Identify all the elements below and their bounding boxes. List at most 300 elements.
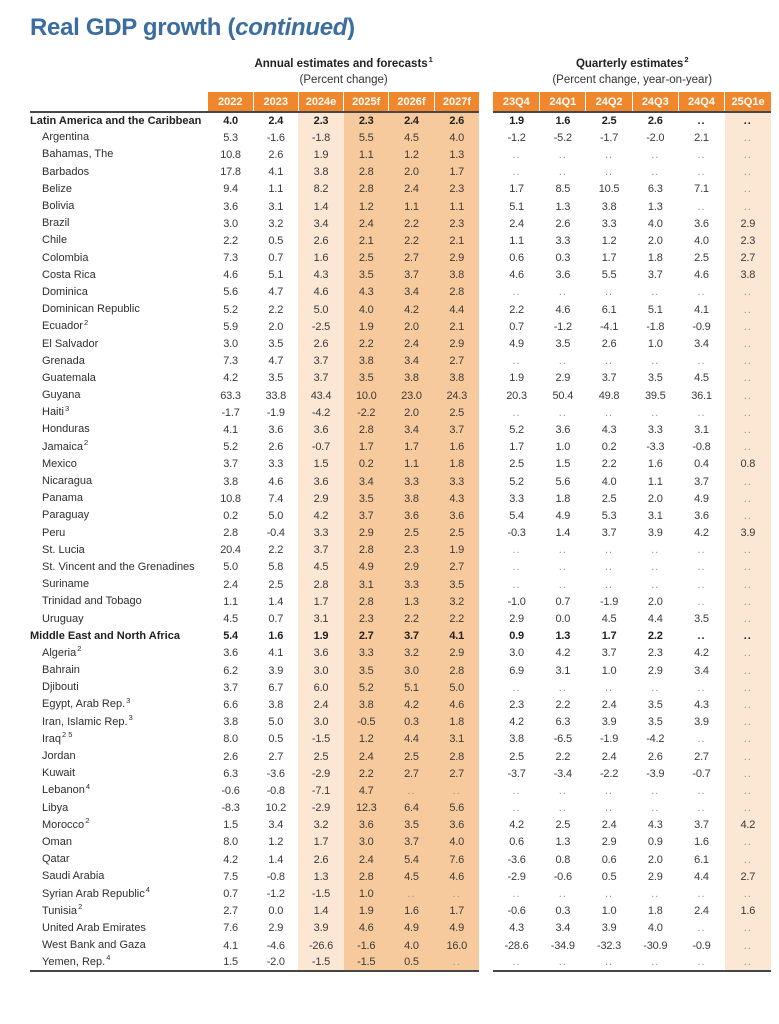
quarterly-value: 4.3 — [509, 922, 524, 935]
quarterly-value: .. — [725, 542, 771, 559]
quarterly-value: .. — [725, 181, 771, 198]
annual-value: 5.2 — [223, 303, 238, 316]
quarterly-value: 0.8 — [725, 456, 771, 473]
annual-value: 3.6 — [434, 817, 479, 834]
annual-value: 3.7 — [344, 507, 389, 524]
annual-value: 2.5 — [389, 525, 434, 542]
gap-spacer — [479, 370, 493, 387]
annual-value: 3.4 — [268, 819, 284, 832]
country-row — [30, 387, 771, 404]
annual-value: -0.8 — [266, 784, 285, 797]
annual-value: -1.5 — [298, 731, 343, 748]
annual-value: 2.4 — [223, 578, 238, 591]
quarterly-value: -0.6 — [507, 905, 526, 918]
annual-value: 1.2 — [344, 198, 389, 215]
footnote-marker: 4 — [106, 953, 111, 963]
annual-value: 4.6 — [298, 284, 343, 301]
annual-value: 1.1 — [389, 198, 434, 215]
quarterly-value: .. — [697, 802, 706, 815]
quarterly-value: 3.7 — [601, 372, 617, 385]
annual-value: 2.2 — [389, 215, 434, 232]
quarterly-value: 3.4 — [694, 664, 709, 677]
quarterly-value: 2.5 — [555, 819, 571, 832]
annual-value: 4.9 — [389, 920, 434, 937]
quarterly-value: .. — [725, 404, 771, 421]
quarterly-value: 1.3 — [647, 200, 663, 213]
quarterly-value: 3.7 — [601, 527, 617, 540]
annual-value: 4.5 — [389, 868, 434, 885]
row-label: Chile — [42, 234, 68, 247]
quarterly-value: 0.6 — [509, 252, 524, 265]
quarterly-value: .. — [604, 406, 614, 419]
gap-spacer — [479, 439, 493, 456]
row-label: Dominican Republic — [42, 303, 140, 316]
annual-value: 0.7 — [268, 252, 284, 265]
col-2023: 2023 — [253, 92, 298, 112]
annual-value: 1.9 — [344, 903, 389, 920]
col-2024e: 2024e — [298, 92, 343, 112]
table-body — [30, 112, 771, 971]
row-label: Yemen, Rep.$^4$ — [30, 954, 208, 971]
annual-section-title: Annual estimates and forecasts$^1$ — [254, 55, 433, 70]
quarterly-value: 0.6 — [601, 853, 617, 866]
annual-value: 1.1 — [223, 595, 238, 608]
annual-value: -1.5 — [298, 885, 343, 902]
quarterly-value: 3.3 — [555, 234, 571, 247]
annual-value: 4.6 — [434, 696, 479, 713]
annual-value: 3.2 — [298, 817, 343, 834]
annual-value: 2.5 — [434, 525, 479, 542]
annual-value: 2.3 — [434, 181, 479, 198]
country-row — [30, 559, 771, 576]
quarterly-value: 0.3 — [555, 905, 571, 918]
quarterly-value: -4.2 — [646, 733, 665, 746]
gap-spacer — [479, 542, 493, 559]
gap-spacer — [479, 92, 493, 112]
row-label: El Salvador — [42, 337, 99, 350]
annual-value: -1.9 — [266, 406, 285, 419]
quarterly-value: .. — [512, 286, 521, 299]
row-label: Lebanon$^4$ — [42, 781, 90, 797]
gap-spacer — [479, 628, 493, 645]
country-row — [30, 370, 771, 387]
annual-value: .. — [434, 885, 479, 902]
quarterly-value: 3.4 — [694, 338, 709, 351]
annual-value: 2.5 — [268, 578, 284, 591]
country-row — [30, 335, 771, 352]
annual-value: -1.7 — [221, 406, 240, 419]
quarterly-value: .. — [697, 578, 706, 591]
quarterly-value: 1.1 — [647, 475, 663, 488]
quarterly-value: .. — [725, 954, 771, 971]
annual-value: 1.6 — [268, 630, 284, 643]
annual-value: 5.8 — [268, 561, 284, 574]
quarterly-value: 2.0 — [647, 234, 663, 247]
footnote-marker: 4 — [145, 884, 150, 894]
annual-value: 2.5 — [389, 748, 434, 765]
row-label: Qatar — [42, 853, 70, 866]
quarterly-value: 1.9 — [509, 372, 524, 385]
quarterly-value: 4.0 — [694, 234, 709, 247]
quarterly-value: 4.2 — [509, 819, 524, 832]
annual-value: 16.0 — [434, 937, 479, 954]
annual-value: 4.6 — [223, 269, 238, 282]
annual-value: 2.2 — [434, 610, 479, 627]
annual-value: 5.0 — [298, 301, 343, 318]
quarterly-value: 3.3 — [509, 492, 524, 505]
annual-value: -2.2 — [344, 404, 389, 421]
gap-spacer — [479, 662, 493, 679]
annual-value: -0.6 — [221, 784, 240, 797]
annual-value: 4.4 — [389, 731, 434, 748]
quarterly-value: -28.6 — [504, 939, 529, 952]
annual-value: 2.4 — [344, 851, 389, 868]
annual-value: 5.0 — [268, 509, 284, 522]
annual-value: 1.9 — [434, 542, 479, 559]
quarterly-value: .. — [725, 662, 771, 679]
quarterly-value: 3.7 — [694, 475, 709, 488]
quarterly-value: 4.2 — [694, 527, 709, 540]
annual-value: 3.3 — [344, 645, 389, 662]
annual-value: 4.2 — [223, 853, 238, 866]
quarterly-value: 2.9 — [647, 664, 663, 677]
quarterly-value: .. — [651, 561, 660, 574]
annual-value: .. — [434, 782, 479, 799]
annual-value: 2.2 — [344, 335, 389, 352]
annual-value: 1.6 — [298, 250, 343, 267]
quarterly-value: 2.0 — [647, 853, 663, 866]
annual-value: 1.9 — [344, 318, 389, 335]
annual-value: 3.6 — [268, 423, 284, 436]
annual-value: 3.7 — [389, 628, 434, 645]
country-row — [30, 576, 771, 593]
quarterly-value: 2.7 — [725, 250, 771, 267]
quarterly-value: 1.6 — [647, 458, 663, 471]
quarterly-value: 4.2 — [555, 647, 571, 660]
annual-value: 1.2 — [344, 731, 389, 748]
annual-value: -4.2 — [298, 404, 343, 421]
row-label: Bolivia — [42, 200, 75, 213]
quarterly-value: .. — [725, 301, 771, 318]
quarterly-value: 3.3 — [601, 217, 617, 230]
quarterly-section-title: Quarterly estimates$^2$ — [575, 55, 689, 70]
annual-value: 20.4 — [220, 544, 241, 557]
region-row — [30, 112, 771, 129]
quarterly-value: .. — [651, 166, 660, 179]
annual-value: 2.3 — [434, 215, 479, 232]
footnote-marker: 3 — [128, 713, 133, 722]
quarterly-value: 0.7 — [555, 595, 571, 608]
quarterly-value: 2.7 — [725, 868, 771, 885]
country-row — [30, 868, 771, 885]
country-row — [30, 954, 771, 971]
quarterly-value: 4.0 — [601, 475, 617, 488]
annual-value: 8.0 — [223, 733, 238, 746]
title-continued: continued — [235, 14, 348, 41]
annual-value: 2.2 — [223, 234, 238, 247]
quarterly-value: 3.1 — [555, 664, 571, 677]
annual-value: 1.2 — [268, 836, 284, 849]
annual-value: 3.8 — [344, 696, 389, 713]
quarterly-value: 2.4 — [601, 819, 617, 832]
annual-value: 4.1 — [223, 939, 238, 952]
row-label: Kuwait — [42, 767, 76, 780]
annual-section-header — [208, 56, 479, 92]
quarterly-value: .. — [512, 802, 521, 815]
annual-value: 3.3 — [434, 473, 479, 490]
row-label: Iran, Islamic Rep.$^3$ — [42, 713, 133, 728]
annual-value: 9.4 — [223, 183, 238, 196]
quarterly-value: 2.6 — [601, 338, 617, 351]
annual-value: 3.4 — [389, 284, 434, 301]
col-24q2: 24Q2 — [586, 92, 632, 112]
annual-value: 3.7 — [434, 421, 479, 438]
row-label: Nicaragua — [42, 475, 93, 488]
quarterly-value: .. — [697, 166, 706, 179]
quarterly-value: 2.2 — [601, 458, 617, 471]
quarterly-value: .. — [651, 802, 660, 815]
gap-spacer — [479, 782, 493, 799]
annual-value: 3.8 — [344, 353, 389, 370]
quarterly-value: 2.2 — [555, 750, 571, 763]
annual-value: 2.8 — [434, 662, 479, 679]
quarterly-value: 4.3 — [647, 819, 663, 832]
annual-value: 2.8 — [344, 181, 389, 198]
col-25q1e: 25Q1e — [725, 92, 771, 112]
annual-value: 3.7 — [298, 353, 343, 370]
row-label: United Arab Emirates — [42, 921, 146, 934]
annual-value: 3.8 — [298, 164, 343, 181]
annual-value: 1.7 — [344, 439, 389, 456]
row-label: Belize — [42, 182, 72, 195]
quarterly-value: .. — [604, 578, 614, 591]
annual-value: 5.4 — [389, 851, 434, 868]
quarterly-value: .. — [697, 733, 706, 746]
quarterly-value: .. — [558, 578, 567, 591]
quarterly-value: .. — [586, 954, 632, 971]
quarterly-value: 0.9 — [509, 630, 524, 643]
quarterly-value: 1.7 — [509, 183, 524, 196]
annual-value: 2.0 — [268, 320, 284, 333]
annual-value: 3.3 — [389, 473, 434, 490]
quarterly-value: .. — [725, 559, 771, 576]
annual-value: 10.8 — [220, 492, 241, 505]
annual-value: 1.7 — [298, 593, 343, 610]
country-row — [30, 542, 771, 559]
country-row — [30, 765, 771, 782]
quarterly-value: 2.5 — [601, 492, 617, 505]
annual-value: -1.6 — [266, 131, 285, 144]
annual-value: 2.7 — [434, 765, 479, 782]
annual-value: 3.5 — [268, 372, 284, 385]
quarterly-value: .. — [604, 888, 614, 901]
annual-value: 63.3 — [220, 389, 241, 402]
gap-spacer — [479, 456, 493, 473]
annual-value: 2.9 — [434, 335, 479, 352]
row-label: Uruguay — [42, 612, 84, 625]
col-23q4: 23Q4 — [493, 92, 539, 112]
quarterly-value: 1.8 — [647, 905, 663, 918]
quarterly-value: .. — [725, 851, 771, 868]
annual-value: .. — [389, 782, 434, 799]
quarterly-value: .. — [725, 937, 771, 954]
annual-value: 0.2 — [344, 456, 389, 473]
gap-spacer — [479, 903, 493, 920]
gap-spacer — [479, 318, 493, 335]
annual-value: 3.4 — [344, 473, 389, 490]
country-row — [30, 662, 771, 679]
annual-value: 1.4 — [268, 595, 284, 608]
annual-value: 33.8 — [265, 389, 287, 402]
annual-value: 5.0 — [223, 561, 238, 574]
row-label: Egypt, Arab Rep.$^3$ — [42, 695, 131, 711]
row-label: Libya — [42, 801, 69, 814]
quarterly-value: 1.8 — [555, 492, 571, 505]
annual-value: 2.2 — [344, 765, 389, 782]
annual-value: 1.8 — [434, 456, 479, 473]
quarterly-value: .. — [697, 784, 706, 797]
annual-value: 4.9 — [344, 559, 389, 576]
quarterly-value: 0.7 — [509, 320, 524, 333]
quarterly-value: 50.4 — [552, 389, 574, 402]
col-24q3: 24Q3 — [632, 92, 678, 112]
annual-value: 1.0 — [344, 885, 389, 902]
quarterly-value: 4.2 — [694, 647, 709, 660]
annual-value: 6.7 — [268, 681, 284, 694]
annual-value: 10.2 — [265, 802, 287, 815]
gap-spacer — [479, 800, 493, 817]
annual-value: -8.3 — [221, 802, 240, 815]
quarterly-value: .. — [725, 731, 771, 748]
row-label: Guatemala — [42, 371, 96, 384]
quarterly-value: .. — [725, 129, 771, 146]
quarterly-value: .. — [725, 284, 771, 301]
quarterly-value: 1.0 — [601, 905, 617, 918]
annual-value: 2.8 — [344, 164, 389, 181]
annual-value: 2.1 — [344, 232, 389, 249]
quarterly-value: 3.6 — [555, 423, 571, 436]
gap-spacer — [479, 576, 493, 593]
annual-value: 1.7 — [298, 834, 343, 851]
annual-value: 3.8 — [434, 370, 479, 387]
quarterly-value: .. — [725, 765, 771, 782]
gap-spacer — [479, 301, 493, 318]
quarterly-value: .. — [725, 507, 771, 524]
quarterly-value: -0.8 — [692, 441, 711, 454]
quarterly-value: .. — [604, 561, 614, 574]
quarterly-value: 1.7 — [601, 630, 617, 643]
country-row — [30, 267, 771, 284]
gap-spacer — [479, 851, 493, 868]
quarterly-value: 1.5 — [555, 458, 571, 471]
quarterly-value: 3.6 — [555, 269, 571, 282]
quarterly-value: 4.1 — [694, 303, 709, 316]
quarterly-value: 4.5 — [694, 372, 709, 385]
gap-spacer — [479, 748, 493, 765]
quarterly-value: .. — [604, 355, 614, 368]
quarterly-value: 1.1 — [509, 234, 524, 247]
annual-value: 4.7 — [268, 355, 284, 368]
annual-value: 3.7 — [389, 834, 434, 851]
gap-spacer — [479, 56, 493, 92]
quarterly-value: 3.9 — [601, 922, 617, 935]
quarterly-value: 1.0 — [601, 664, 617, 677]
quarterly-value: .. — [725, 576, 771, 593]
annual-value: 4.3 — [344, 284, 389, 301]
annual-value: 3.6 — [223, 647, 238, 660]
quarterly-value: 4.9 — [555, 509, 571, 522]
annual-value: 10.0 — [344, 387, 389, 404]
quarterly-value: .. — [558, 148, 567, 161]
annual-value: 3.4 — [389, 353, 434, 370]
annual-value: 3.5 — [389, 817, 434, 834]
col-24q4: 24Q4 — [678, 92, 724, 112]
annual-value: 3.5 — [434, 576, 479, 593]
quarterly-value: .. — [651, 784, 660, 797]
country-row — [30, 129, 771, 146]
gap-spacer — [479, 645, 493, 662]
row-label: Jamaica$^2$ — [42, 438, 89, 453]
row-label: Bahamas, The — [42, 148, 114, 161]
quarterly-value: .. — [651, 406, 660, 419]
annual-value: 3.5 — [268, 338, 284, 351]
annual-value: 3.7 — [389, 267, 434, 284]
footnote-marker: 3 — [126, 695, 131, 705]
annual-value: 1.9 — [298, 628, 343, 645]
quarterly-value: .. — [540, 954, 586, 971]
annual-value: 3.6 — [298, 473, 343, 490]
gap-spacer — [479, 112, 493, 129]
annual-value: 2.3 — [389, 542, 434, 559]
quarterly-value: 2.9 — [725, 215, 771, 232]
annual-value: .. — [389, 885, 434, 902]
annual-value: 7.3 — [223, 355, 238, 368]
annual-value: 2.8 — [344, 868, 389, 885]
annual-value: -1.5 — [344, 954, 389, 971]
annual-section-subtitle: (Percent change) — [299, 74, 388, 86]
quarterly-value: 0.4 — [694, 458, 709, 471]
footnote-marker: 1 — [428, 55, 433, 65]
quarterly-value: -1.7 — [599, 131, 619, 144]
quarterly-value: 1.4 — [555, 527, 571, 540]
quarterly-value: .. — [697, 681, 706, 694]
page-title — [30, 14, 771, 42]
annual-value: 1.7 — [434, 903, 479, 920]
quarterly-value: .. — [558, 802, 567, 815]
annual-value: 0.5 — [268, 234, 284, 247]
row-label: Guyana — [42, 389, 81, 402]
annual-value: 3.0 — [344, 834, 389, 851]
row-label: Middle East and North Africa — [30, 629, 180, 642]
gap-spacer — [479, 937, 493, 954]
annual-value: 4.2 — [298, 507, 343, 524]
annual-value: 3.8 — [389, 370, 434, 387]
annual-value: 4.6 — [268, 475, 284, 488]
annual-value: 2.7 — [434, 353, 479, 370]
annual-value: 3.8 — [434, 267, 479, 284]
annual-value: -1.2 — [266, 888, 285, 901]
quarterly-value: 2.7 — [694, 750, 709, 763]
annual-value: 4.0 — [344, 301, 389, 318]
quarterly-value: 3.7 — [647, 269, 663, 282]
quarterly-value: .. — [604, 802, 614, 815]
annual-value: 3.0 — [298, 714, 343, 731]
quarterly-value: 3.7 — [694, 819, 709, 832]
quarterly-value: 1.8 — [647, 252, 663, 265]
quarterly-value: 4.6 — [509, 269, 524, 282]
quarterly-value: 3.3 — [647, 423, 663, 436]
annual-value: 1.1 — [434, 198, 479, 215]
